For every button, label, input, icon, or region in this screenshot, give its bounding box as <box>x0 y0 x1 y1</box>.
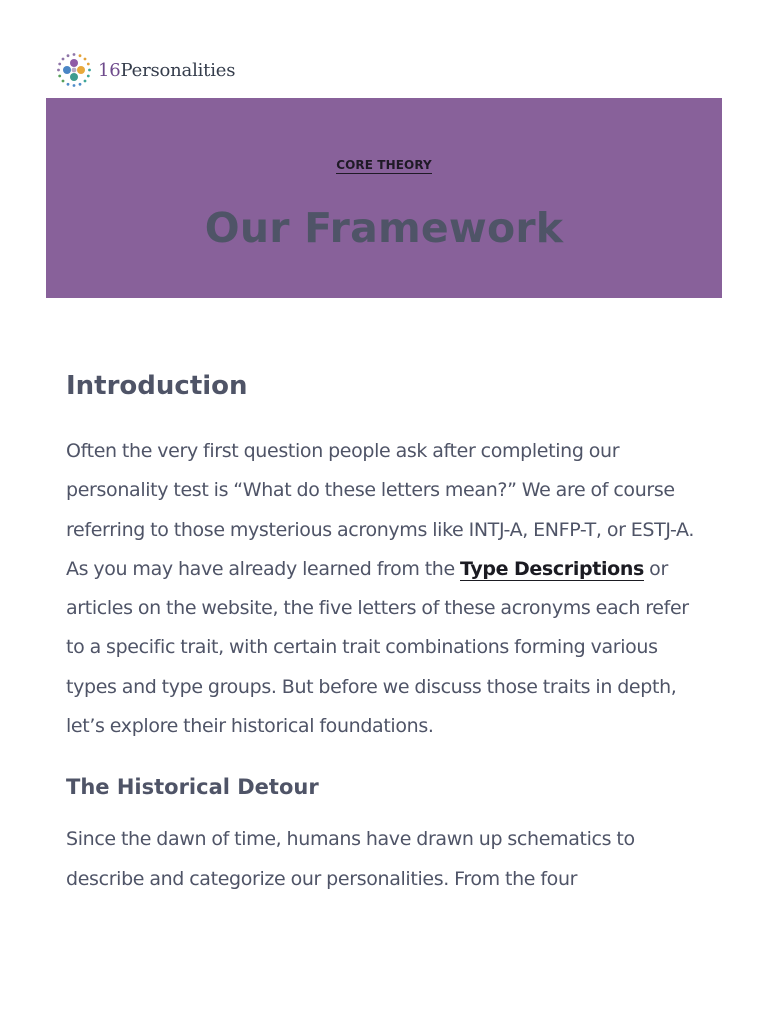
page-title: Our Framework <box>204 204 564 252</box>
hero-banner <box>46 98 722 298</box>
logo-wordmark <box>98 60 235 81</box>
site-header <box>0 0 768 98</box>
historical-detour-heading: The Historical Detour <box>66 775 319 800</box>
type-descriptions-link[interactable]: Type Descriptions <box>460 557 644 580</box>
logo-word: Personalities <box>120 59 236 81</box>
article-content <box>66 368 706 899</box>
site-logo[interactable] <box>56 52 235 88</box>
historical-detour-paragraph: Since the dawn of time, humans have drawn up schematics to describe and categorize our personalities. From the four <box>66 828 635 890</box>
logo-number: 16 <box>98 59 121 81</box>
category-eyebrow <box>46 154 722 173</box>
introduction-paragraph <box>66 432 706 746</box>
dotted-circle-logo-icon <box>56 52 92 88</box>
intro-text-before-link: Often the very first question people ask after completing our personality test is “What do these letters mean?” We are of course referring to those mysterious acronyms like INTJ-A, ENFP-T, or ESTJ-A. As you may have already learned from the <box>66 440 695 580</box>
introduction-heading: Introduction <box>66 371 248 401</box>
core-theory-link[interactable]: CORE THEORY <box>336 158 432 172</box>
intro-text-after-link: or articles on the website, the five letters of these acronyms each refer to a specific trait, with certain trait combinations forming various types and type groups. But before we discuss those traits in depth, let’s explore their historical foundations. <box>66 557 689 738</box>
